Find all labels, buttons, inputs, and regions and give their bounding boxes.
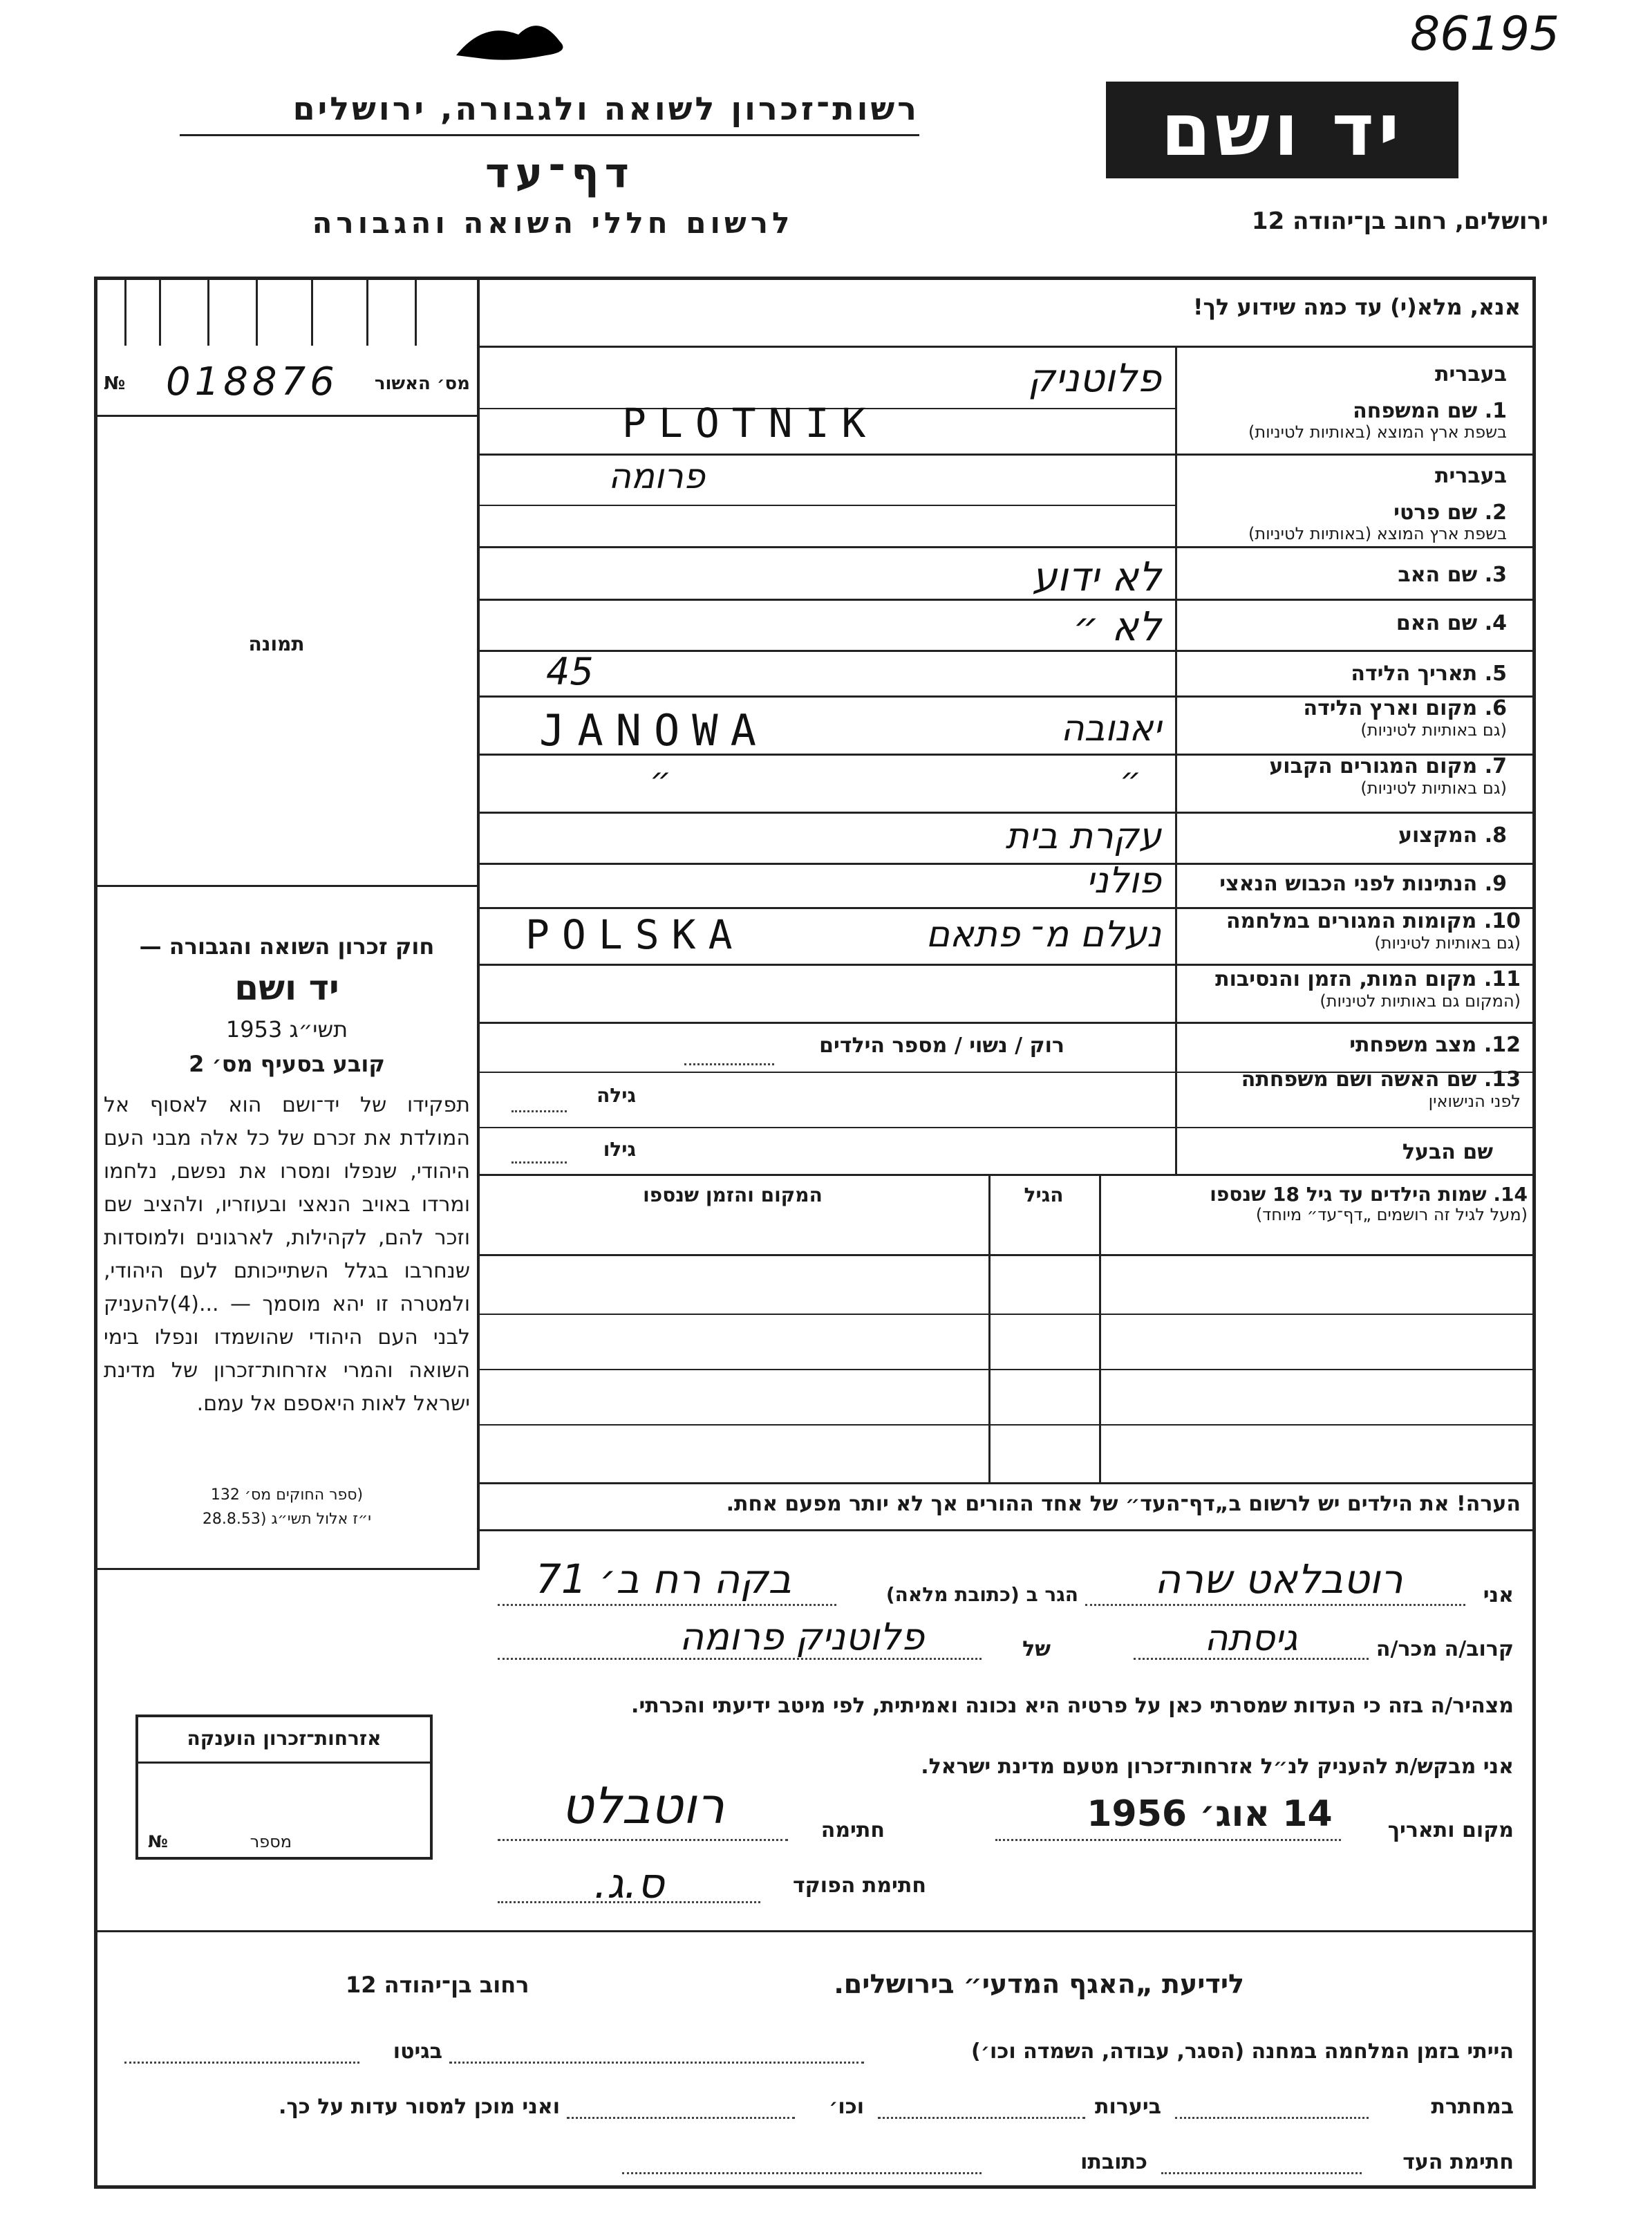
f7-value-a: ״: [650, 760, 671, 799]
declarant-signature: רוטבלט: [561, 1777, 725, 1835]
relation-value: גיסתה: [1204, 1618, 1298, 1659]
law-title: חוק זכרון השואה והגבורה —: [139, 933, 435, 960]
law-section: קובע בסעיף מס׳ 2: [189, 1051, 385, 1077]
tick-boxes: [97, 279, 477, 346]
f14-age-col: הגיל: [1024, 1184, 1064, 1206]
of-value: פלוטניק פרומה: [679, 1615, 925, 1659]
law-date: י״ז אלול תשי״ג (28.8.53: [202, 1511, 372, 1528]
f7-value-b: ״: [1120, 760, 1141, 799]
decl-of-label: של: [1022, 1637, 1051, 1661]
footer-line3-a: חתימת העד: [1402, 2150, 1514, 2174]
date-stamp: 14 אוג׳ 1956: [1087, 1793, 1333, 1835]
husband-label: שם הבעל: [1402, 1140, 1493, 1164]
f4-label: 4. שם האם: [1396, 611, 1507, 635]
f5-value: 45: [546, 650, 594, 693]
f11-label: 11. מקום המות, הזמן והנסיבות (המקום גם באותיות לטיניות): [1215, 967, 1521, 1011]
footer-line2-c: וכו׳: [829, 2095, 864, 2119]
law-name: יד ושם: [234, 968, 339, 1008]
footer-line1-a: הייתי בזמן המלחמה במחנה (הסגר, עבודה, השמדה וכו׳): [971, 2039, 1514, 2064]
f10-label: 10. מקומות המגורים במלחמה (גם באותיות לטיניות): [1226, 909, 1521, 953]
place-date-label: מקום ותאריך: [1387, 1818, 1514, 1842]
f10-hebrew-value: נעלם מ־ פתאם: [926, 914, 1161, 955]
footer-line1-b: בגיטו: [393, 2039, 442, 2064]
law-text: תפקידו של יד־ושם הוא לאסוף אל המולדת את זכרם של כל אלה מבני העם היהודי, שנפלו ומסרו את נפשם, נלחמו ומרדו באויב הנאצי ובעוזריו, ולהציב שם וזכר להם, לקהילות, לארגונים ולמוסדות שנחרבו בגלל השתייכותם לעם היהודי, ולמטרה זו יהא מוסמך — ...(4)להעניק לבני העם היהודי שהושמדו ונפלו בימי השואה והמרי אזרחות־זכרון של מדינת ישראל לאות היאספם אל עמם.: [104, 1093, 470, 1416]
f2-hebrew-value: פרומה: [608, 456, 705, 496]
footer-line3-b: כתובתו: [1080, 2150, 1147, 2174]
form-purpose: לרשום חללי השואה והגבורה: [312, 206, 794, 240]
f9-label: 9. הנתינות לפני הכבוש הנאצי: [1219, 872, 1507, 896]
f14-place-col: המקום והזמן שנספו: [643, 1184, 823, 1206]
f6-latin-value: JANOWA: [539, 705, 769, 756]
official-signature: ס.ג.: [594, 1860, 664, 1908]
f8-value: עקרת בית: [1005, 816, 1161, 857]
decl-i-label: אני: [1483, 1583, 1514, 1607]
footer-address: רחוב בן־יהודה 12: [346, 1972, 529, 1998]
f6-hebrew-value: יאנובה: [1060, 708, 1161, 749]
f13-label: 13. שם האשה ושם משפחתה לפני הנישואין: [1241, 1067, 1521, 1111]
f12-options: רוק / נשוי / מספר הילדים: [819, 1034, 1064, 1058]
f1-latin-value: PLOTNIK: [622, 400, 879, 447]
footer-line2-b: ביערות: [1095, 2095, 1161, 2119]
confirm-number: 018876: [166, 359, 339, 404]
law-year: תשי״ג 1953: [225, 1016, 348, 1043]
f2-label-block: בעברית 2. שם פרטי בשפת ארץ המוצא (באותיות לטיניות): [1248, 464, 1507, 543]
f12-label: 12. מצב משפחתי: [1349, 1033, 1521, 1057]
f13-age-label: גילה: [597, 1084, 636, 1107]
f1-hebrew-value: פלוטניק: [1027, 356, 1161, 401]
law-ref: (ספר החוקים מס׳ 132: [210, 1486, 364, 1504]
f9-value: פולני: [1086, 860, 1161, 901]
f10-latin-value: POLSKA: [525, 911, 745, 958]
f6-label: 6. מקום וארץ הלידה (גם באותיות לטיניות): [1303, 696, 1507, 740]
declarant-name: רוטבלאט שרה: [1154, 1555, 1403, 1603]
decl-relation-label: קרוב/ה מכר/ה: [1376, 1637, 1514, 1661]
husband-age-label: גילו: [603, 1138, 636, 1161]
form-title: דף־עד: [485, 149, 635, 198]
declare-text: מצהיר/ה בזה כי העדות שמסרתי כאן על פרטיה היא נכונה ואמיתית, לפי מיטב ידיעתי והכרתי.: [631, 1694, 1514, 1718]
footer-line2-d: ואני מוכן למסור עדות על כך.: [279, 2095, 560, 2119]
f14-label: 14. שמות הילדים עד גיל 18 שנספו (מעל לגיל זה רושמים „דף־עד״ מיוחד): [1210, 1183, 1528, 1225]
photo-label: תמונה: [248, 633, 305, 655]
request-text: אנא, מלא(י) עד כמה שידוע לך!: [1192, 294, 1521, 320]
f3-value: לא ידוע: [1032, 553, 1161, 600]
f3-label: 3. שם האב: [1398, 563, 1507, 587]
official-label: חתימת הפוקד: [793, 1874, 926, 1898]
archive-number: 86195: [1410, 7, 1560, 62]
f8-label: 8. המקצוע: [1398, 823, 1507, 848]
f4-value: לא ״: [1073, 603, 1161, 650]
f1-label-block: בעברית 1. שם המשפחה בשפת ארץ המוצא (באותיות לטיניות): [1248, 362, 1507, 442]
request-citizenship-text: אני מבקש/ת להעניק לנ״ל אזרחות־זכרון מטעם מדינת ישראל.: [921, 1755, 1514, 1779]
decl-resides-label: הגר ב (כתובת מלאה): [885, 1583, 1078, 1606]
citizenship-box: אזרחות־זכרון הוענקה מספר №: [135, 1715, 433, 1860]
yad-vashem-logo: יד ושם: [1106, 82, 1458, 178]
f7-label: 7. מקום המגורים הקבוע (גם באותיות לטיניות): [1269, 754, 1507, 798]
f5-label: 5. תאריך הלידה: [1351, 662, 1507, 686]
declarant-address: בקה רח ב׳ 71: [536, 1555, 791, 1603]
note: הערה! את הילדים יש לרשום ב„דף־העד״ של אחד ההורים אך לא יותר מפעם אחת.: [726, 1492, 1521, 1516]
signature-label: חתימה: [820, 1818, 885, 1842]
ink-blot: [442, 14, 581, 62]
footer-line2-a: במחתרת: [1431, 2095, 1514, 2119]
address: ירושלים, רחוב בן־יהודה 12: [1251, 207, 1548, 235]
footer-title: לידיעת „האגף המדעי״ בירושלים.: [834, 1969, 1244, 1999]
authority-title: רשות־זכרון לשואה ולגבורה, ירושלים: [292, 90, 919, 127]
confirm-number-row: № מס׳ האשור 018876: [104, 359, 470, 404]
